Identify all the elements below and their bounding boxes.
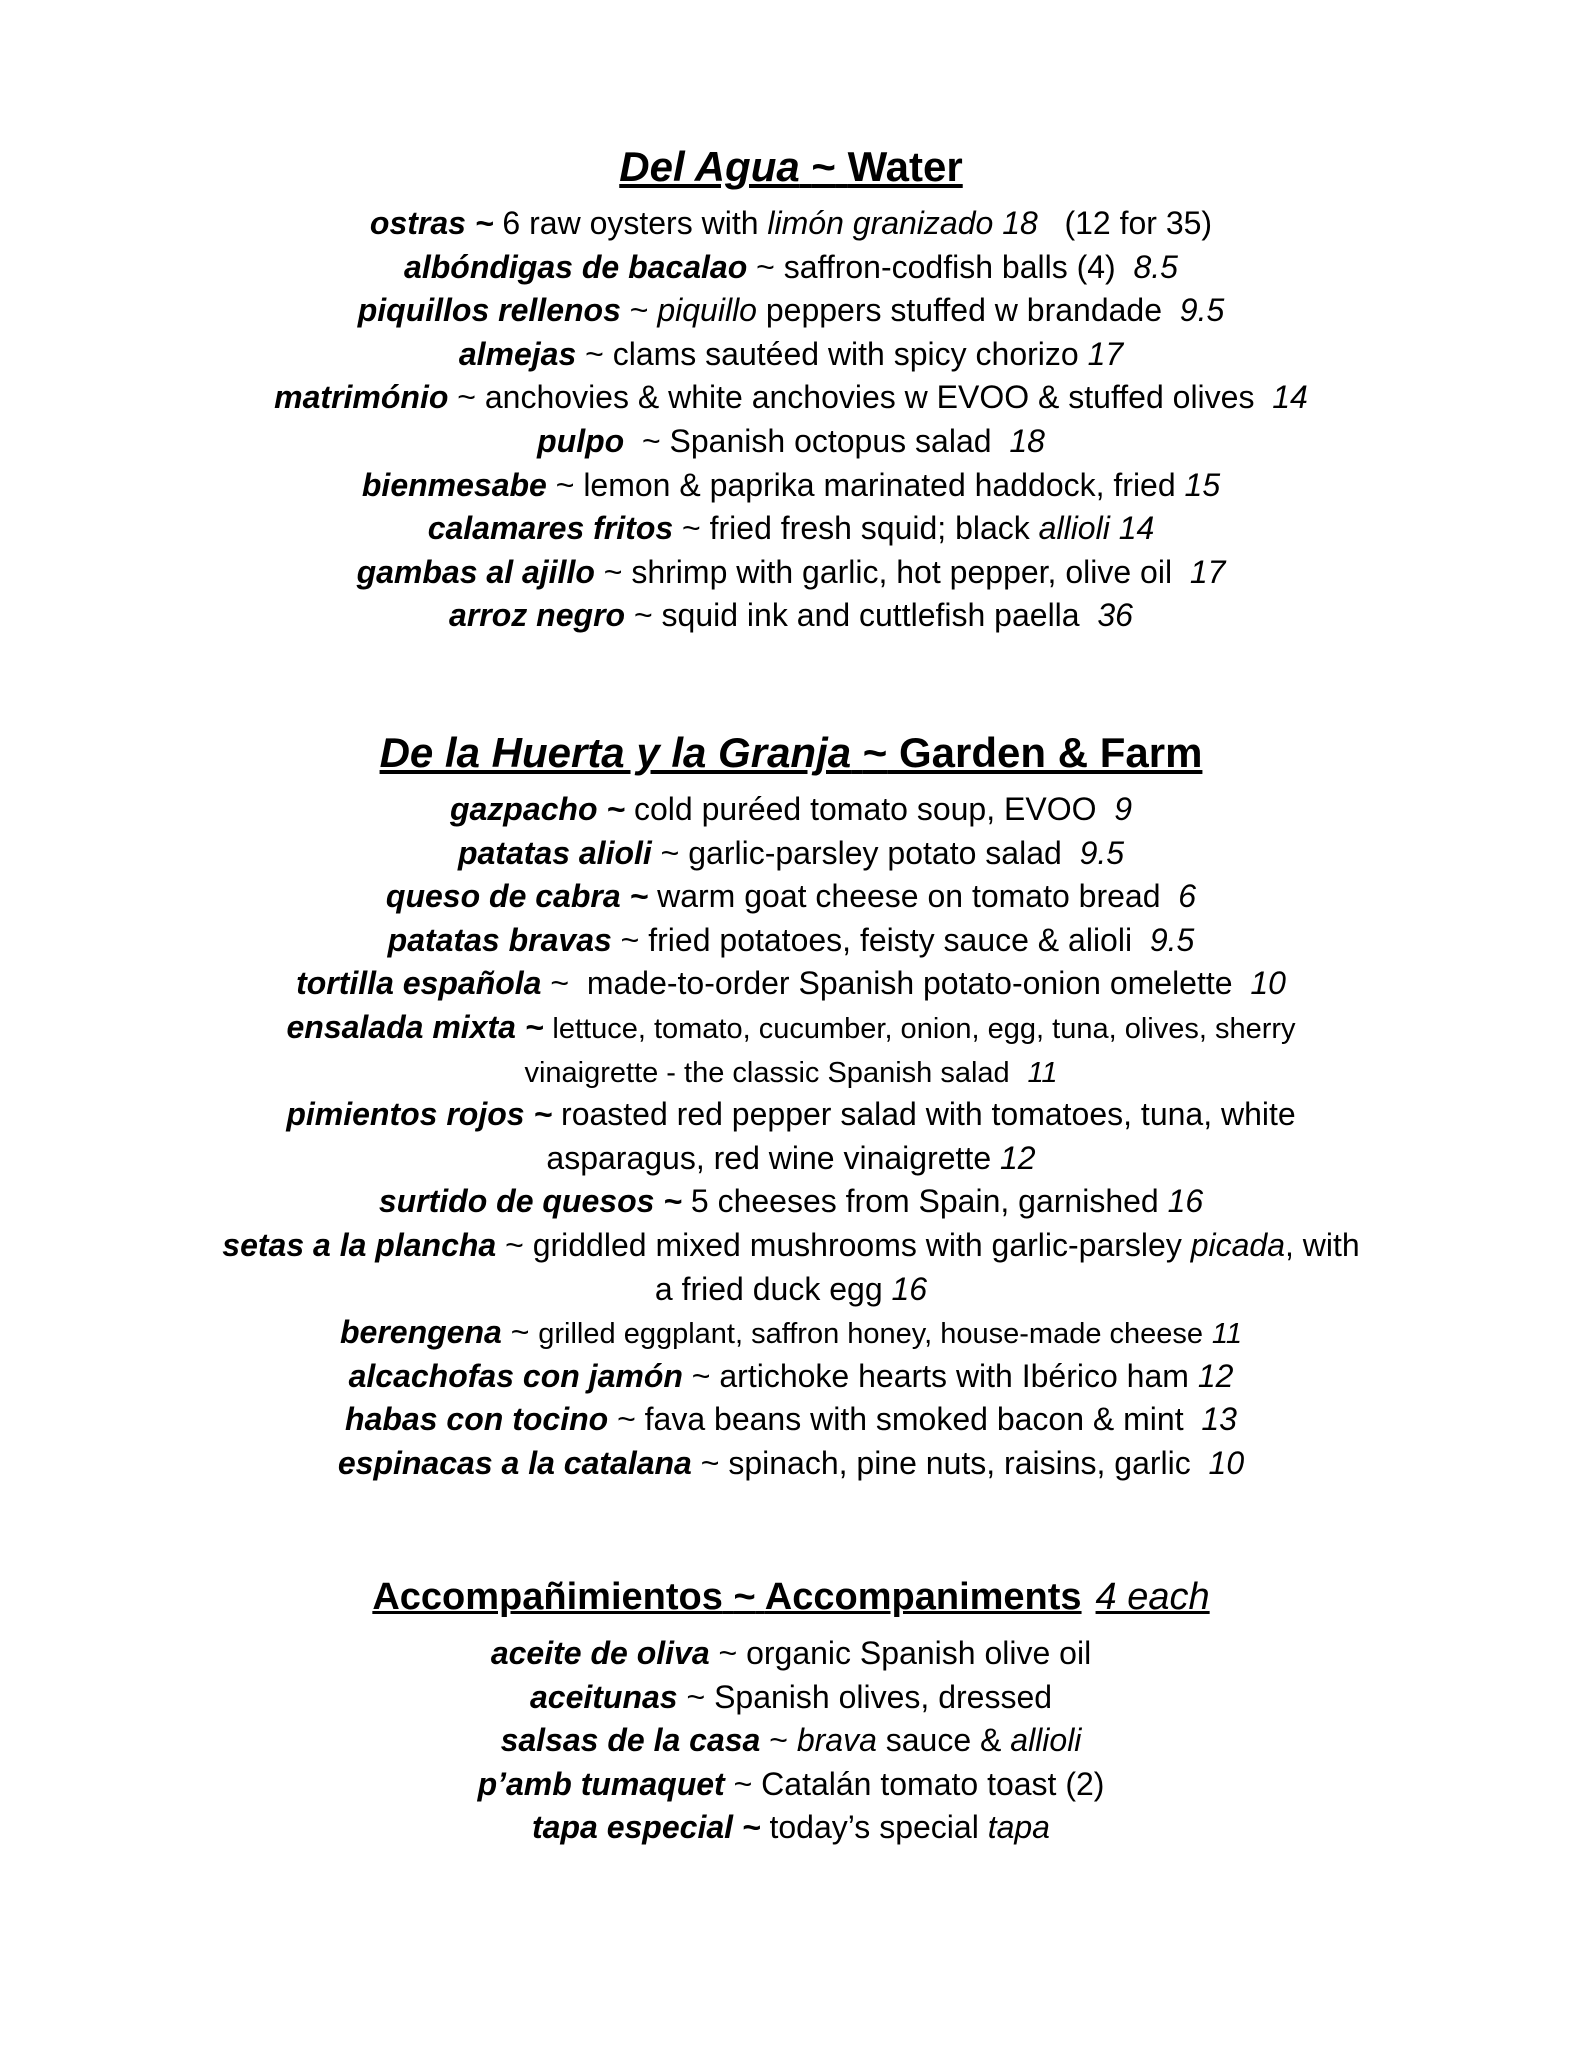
- menu-item: p’amb tumaquet ~ Catalán tomato toast (2): [477, 1765, 1105, 1802]
- title-separator: ~: [811, 143, 836, 190]
- dish-name: patatas bravas: [387, 921, 612, 958]
- menu-item: gazpacho ~ cold puréed tomato soup, EVOO 9: [449, 791, 1133, 827]
- dish-extra: (12 for 35): [1064, 205, 1213, 241]
- dish-price: 8.5: [1133, 248, 1178, 285]
- dish-name: gambas al ajillo: [356, 553, 595, 590]
- section-title-english: Water: [847, 143, 963, 190]
- dish-description: lettuce, tomato, cucumber, onion, egg, tuna, olives, sherry vinaigrette - the classic Spanish salad: [524, 1012, 1296, 1089]
- dish-price: 14: [1118, 510, 1155, 547]
- menu-item: piquillos rellenos ~ piquillo peppers stuffed w brandade 9.5: [357, 292, 1225, 329]
- dish-price: 11: [1027, 1056, 1058, 1089]
- dish-description: Spanish olives, dressed: [714, 1678, 1053, 1715]
- dish-description: garlic-parsley potato salad: [688, 834, 1062, 871]
- dish-name: ensalada mixta: [286, 1008, 516, 1045]
- dish-description: squid ink and cuttlefish paella: [661, 597, 1080, 634]
- dish-description: organic Spanish olive oil: [746, 1635, 1092, 1671]
- dish-name: bienmesabe: [361, 466, 547, 503]
- dish-price: 15: [1184, 466, 1221, 503]
- section-water: [0, 138, 1582, 638]
- dish-description: saffron-codfish balls (4): [783, 248, 1116, 285]
- dish-price: 10: [1250, 965, 1286, 1002]
- dish-description: grilled eggplant, saffron honey, house-made cheese: [538, 1318, 1204, 1351]
- dish-price: 17: [1189, 553, 1226, 590]
- menu-item: habas con tocino ~ fava beans with smoked bacon & mint 13: [345, 1401, 1237, 1438]
- dish-price: 9.5: [1179, 292, 1225, 329]
- section-title-spanish: De la Huerta y la Granja: [379, 729, 852, 776]
- dish-name: pimientos rojos: [286, 1096, 525, 1133]
- dish-description: spinach, pine nuts, raisins, garlic: [728, 1444, 1191, 1481]
- menu-item: pimientos rojos ~ roasted red pepper salad with tomatoes, tuna, white asparagus, red wine vinaigrette 12: [286, 1096, 1296, 1176]
- section-title-spanish: Accompañimientos: [372, 1576, 723, 1618]
- dish-description: 5 cheeses from Spain, garnished: [690, 1183, 1159, 1220]
- section-title: [0, 724, 1582, 782]
- menu-item: patatas bravas ~ fried potatoes, feisty sauce & alioli 9.5: [387, 921, 1195, 958]
- dish-description: 6 raw oysters with: [502, 205, 768, 241]
- dish-description: shrimp with garlic, hot pepper, olive oil: [631, 553, 1173, 590]
- menu-item: berengena ~ grilled eggplant, saffron honey, house-made cheese 11: [339, 1314, 1243, 1351]
- dish-description: roasted red pepper salad with tomatoes, tuna, white asparagus, red wine vinaigrette: [546, 1096, 1296, 1176]
- dish-name: habas con tocino: [345, 1401, 609, 1438]
- menu-item: arroz negro ~ squid ink and cuttlefish paella 36: [449, 597, 1133, 634]
- dish-description: clams sautéed with spicy chorizo: [612, 335, 1079, 372]
- menu-item: tapa especial ~ today’s special tapa: [532, 1809, 1050, 1846]
- dish-description-italic: brava: [796, 1722, 877, 1759]
- dish-description-italic: limón granizado: [767, 205, 994, 241]
- dish-name: espinacas a la catalana: [337, 1444, 692, 1481]
- section-garden-farm: [0, 724, 1582, 1486]
- menu-item: calamares fritos ~ fried fresh squid; black allioli 14: [427, 510, 1155, 547]
- dish-price: 13: [1201, 1401, 1237, 1438]
- dish-name: patatas alioli: [457, 834, 652, 871]
- dish-price: 6: [1178, 878, 1197, 915]
- dish-name: tapa especial: [532, 1809, 734, 1846]
- dish-name: alcachofas con jamón: [348, 1357, 683, 1394]
- menu-list: [0, 1632, 1582, 1850]
- dish-name: surtido de quesos: [378, 1183, 655, 1220]
- dish-name: albóndigas de bacalao: [404, 248, 748, 285]
- dish-name: aceitunas: [529, 1678, 678, 1715]
- menu-list: [0, 202, 1582, 638]
- dish-name: setas a la plancha: [222, 1226, 497, 1263]
- dish-price: 14: [1272, 379, 1308, 416]
- dish-description-italic: allioli: [1038, 510, 1110, 547]
- dish-name: p’amb tumaquet: [477, 1765, 725, 1802]
- dish-description: fava beans with smoked bacon & mint: [644, 1401, 1184, 1438]
- dish-price: 9.5: [1149, 921, 1195, 958]
- menu-item: espinacas a la catalana ~ spinach, pine nuts, raisins, garlic 10: [337, 1444, 1245, 1481]
- dish-description: cold puréed tomato soup, EVOO: [633, 791, 1097, 827]
- dish-name: aceite de oliva: [490, 1635, 710, 1671]
- dish-description-italic: piquillo: [657, 292, 757, 329]
- dish-price: 16: [891, 1270, 928, 1307]
- dish-price: 12: [1000, 1139, 1036, 1176]
- menu-item: bienmesabe ~ lemon & paprika marinated haddock, fried 15: [361, 466, 1221, 503]
- menu-item: patatas alioli ~ garlic-parsley potato salad 9.5: [457, 834, 1125, 871]
- menu-item: ostras ~ 6 raw oysters with limón granizado 18 (12 for 35): [369, 205, 1213, 241]
- dish-name: tortilla española: [296, 965, 542, 1002]
- dish-name: matrimónio: [274, 379, 449, 416]
- dish-price: 9.5: [1079, 834, 1125, 871]
- dish-name: almejas: [458, 335, 577, 372]
- menu-item: aceitunas ~ Spanish olives, dressed: [529, 1678, 1053, 1715]
- dish-name: salsas de la casa: [500, 1722, 761, 1759]
- menu-item: ensalada mixta ~ lettuce, tomato, cucumber, onion, egg, tuna, olives, sherry vinaigrette - the classic Spanish salad 11: [286, 1008, 1296, 1089]
- dish-description-tail: , with a fried duck egg: [654, 1226, 1360, 1307]
- dish-description: made-to-order Spanish potato-onion omelette: [586, 965, 1233, 1002]
- dish-description: anchovies & white anchovies w EVOO & stuffed olives: [484, 379, 1255, 416]
- section-title-spanish: Del Agua: [619, 143, 800, 190]
- dish-description-italic: picada: [1190, 1226, 1285, 1263]
- dish-price: 36: [1097, 597, 1133, 634]
- menu-item: aceite de oliva ~ organic Spanish olive oil: [490, 1635, 1092, 1671]
- dish-name: arroz negro: [449, 597, 626, 634]
- dish-price: 18: [1009, 422, 1045, 459]
- title-separator: ~: [862, 729, 888, 776]
- menu-item: almejas ~ clams sautéed with spicy chorizo 17: [458, 335, 1124, 372]
- menu-item: matrimónio ~ anchovies & white anchovies w EVOO & stuffed olives 14: [274, 379, 1308, 416]
- dish-price: 9: [1114, 791, 1133, 827]
- menu-item: queso de cabra ~ warm goat cheese on tomato bread 6: [385, 878, 1197, 915]
- dish-description: peppers stuffed w brandade: [756, 292, 1162, 329]
- dish-price: 11: [1211, 1318, 1243, 1351]
- menu-item: salsas de la casa ~ brava sauce & allioli: [500, 1722, 1082, 1759]
- dish-description-italic: allioli: [1010, 1722, 1082, 1759]
- dish-description: fried potatoes, feisty sauce & alioli: [648, 921, 1133, 958]
- dish-description-italic: tapa: [987, 1809, 1050, 1846]
- dish-description: Spanish octopus salad: [669, 422, 992, 459]
- menu-item: alcachofas con jamón ~ artichoke hearts with Ibérico ham 12: [348, 1357, 1234, 1394]
- section-accompaniments: [0, 1568, 1582, 1850]
- dish-price: 18: [1002, 205, 1038, 241]
- dish-description: today’s special: [769, 1809, 988, 1846]
- dish-name: calamares fritos: [427, 510, 674, 547]
- dish-name: gazpacho: [449, 791, 598, 827]
- price-note: 4 each: [1095, 1576, 1210, 1618]
- menu-item: surtido de quesos ~ 5 cheeses from Spain, garnished 16: [378, 1183, 1204, 1220]
- dish-price: 17: [1087, 335, 1124, 372]
- menu-item: setas a la plancha ~ griddled mixed mushrooms with garlic-parsley picada, with a fried duck egg 16: [222, 1226, 1360, 1307]
- menu-item: tortilla española ~ made-to-order Spanish potato-onion omelette 10: [296, 965, 1286, 1002]
- section-title-english: Accompaniments: [764, 1576, 1082, 1618]
- dish-description: Catalán tomato toast (2): [761, 1765, 1105, 1802]
- dish-description: griddled mixed mushrooms with garlic-parsley: [532, 1226, 1191, 1263]
- dish-description: warm goat cheese on tomato bread: [657, 878, 1161, 915]
- menu-item: pulpo ~ Spanish octopus salad 18: [537, 422, 1045, 459]
- section-title-english: Garden & Farm: [899, 729, 1203, 776]
- menu-item: albóndigas de bacalao ~ saffron-codfish balls (4) 8.5: [404, 248, 1178, 285]
- menu-list: [0, 788, 1582, 1486]
- dish-description: fried fresh squid; black: [709, 510, 1039, 547]
- dish-name: piquillos rellenos: [357, 292, 621, 329]
- dish-name: ostras: [369, 205, 466, 241]
- dish-name: pulpo: [537, 422, 625, 459]
- section-title: [0, 138, 1582, 196]
- section-title: [0, 1568, 1582, 1626]
- dish-price: 16: [1167, 1183, 1204, 1220]
- dish-name: queso de cabra: [385, 878, 621, 915]
- dish-price: 10: [1208, 1444, 1245, 1481]
- dish-price: 12: [1197, 1357, 1234, 1394]
- menu-item: gambas al ajillo ~ shrimp with garlic, hot pepper, olive oil 17: [356, 553, 1226, 590]
- dish-description: lemon & paprika marinated haddock, fried: [583, 466, 1176, 503]
- dish-description: artichoke hearts with Ibérico ham: [719, 1357, 1189, 1394]
- dish-description: sauce &: [876, 1722, 1011, 1759]
- title-separator: ~: [733, 1576, 756, 1618]
- dish-name: berengena: [339, 1314, 502, 1351]
